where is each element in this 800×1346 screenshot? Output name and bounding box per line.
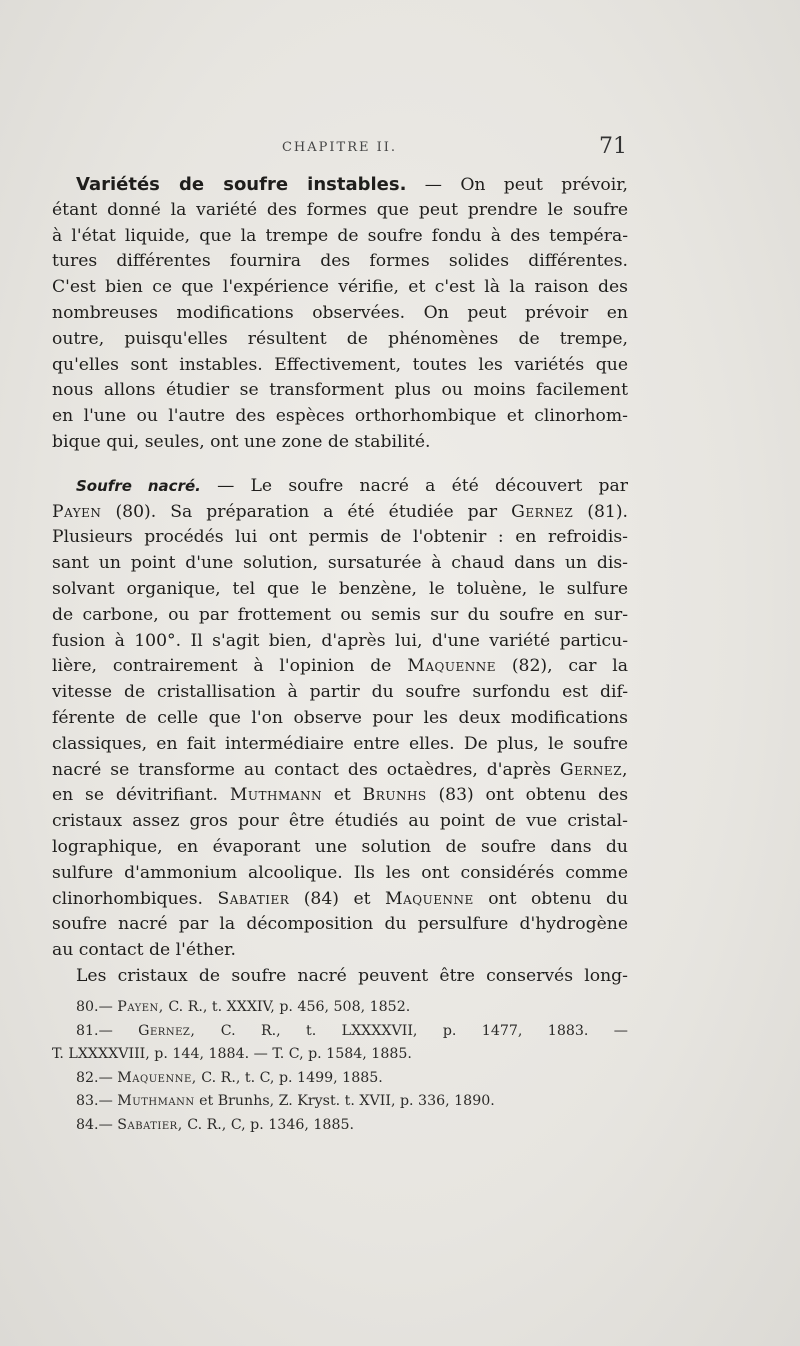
section1-first-line [52,172,628,198]
section2-first-line: Soufre nacré. — Le soufre nacré a été découvert par [76,475,628,496]
text-line: C'est bien ce que l'expérience vérifie, et c'est là la raison des [52,277,628,298]
text-line: solvant organique, tel que le benzène, le toluène, le sulfure [52,578,628,599]
text-line: qu'elles sont instables. Effectivement, toutes les variétés que [52,354,628,375]
section-heading-unstable-varieties: Variétés de soufre instables. [76,174,407,195]
author-name: Maquenne [407,656,497,677]
text-line: férente de celle que l'on observe pour les deux modifications [52,707,628,728]
footnote: 80.— Payen, C. R., t. XXXIV, p. 456, 508, 1852. [76,999,411,1015]
text-line: nombreuses modifications observées. On peut prévoir en [52,302,628,323]
author-name: Sabatier [217,888,290,909]
text-line: Les cristaux de soufre nacré peuvent être conservés long- [76,965,628,986]
author-name: Muthmann [229,785,322,806]
text-line: outre, puisqu'elles résultent de phénomènes de trempe, [52,328,628,349]
text-line: au contact de l'éther. [52,940,236,961]
text-line: Payen (80). Sa préparation a été étudiée par Gernez (81). [52,501,629,522]
footnote: 84.— Sabatier, C. R., C, p. 1346, 1885. [76,1116,355,1133]
footnote: 83.— Muthmann et Brunhs, Z. Kryst. t. XVII, p. 336, 1890. [76,1093,495,1110]
text-line: tures différentes fournira des formes solides différentes. [52,251,628,272]
text-line: étant donné la variété des formes que peut prendre le soufre [52,199,628,220]
author-name: Maquenne [384,888,474,909]
text-line: bique qui, seules, ont une zone de stabilité. [52,431,431,452]
section-heading-soufre-nacre: Soufre nacré. [76,476,201,495]
text-line: lière, contrairement à l'opinion de Maquenne (82), car la [52,656,629,677]
text-line: fusion à 100°. Il s'agit bien, d'après lui, d'une variété particu- [52,630,628,651]
text-line: vitesse de cristallisation à partir du soufre surfondu est dif- [52,682,628,703]
text-line: sulfure d'ammonium alcoolique. Ils les ont considérés comme [52,862,628,883]
text-line: Plusieurs procédés lui ont permis de l'obtenir : en refroidis- [52,527,628,548]
text-line: en l'une ou l'autre des espèces orthorhombique et clinorhom- [52,406,628,427]
author-name: Brunhs [362,785,427,806]
author-name: Gernez [511,501,574,522]
text-line: en se dévitrifiant. Muthmann et Brunhs (83) ont obtenu des [52,785,629,806]
page-number: 71 [599,134,627,159]
text-line: lographique, en évaporant une solution de soufre dans du [52,836,628,857]
text-line: clinorhombiques. Sabatier (84) et Maquenne ont obtenu du [52,888,629,909]
text-line: nous allons étudier se transforment plus ou moins facilement [52,380,628,401]
text-line: soufre nacré par la décomposition du persulfure d'hydrogène [52,914,628,935]
footnote: 82.— Maquenne, C. R., t. C, p. 1499, 1885. [76,1069,383,1086]
text-line: nacré se transforme au contact des octaèdres, d'après Gernez, [52,759,628,780]
text-line: classiques, en fait intermédiaire entre elles. De plus, le soufre [52,733,628,754]
footnote-continuation: T. LXXXXVIII, p. 144, 1884. — T. C, p. 1584, 1885. [52,1046,412,1063]
page-header [52,136,627,166]
author-name: Payen [52,501,102,522]
text-line: à l'état liquide, que la trempe de soufre fondu à des tempéra- [52,225,628,246]
footnote: 81.— Gernez, C. R., t. LXXXXVII, p. 1477, 1883. — [76,1022,628,1039]
text-line: sant un point d'une solution, sursaturée à chaud dans un dis- [52,553,628,574]
author-name: Gernez, [559,759,628,780]
text-line: de carbone, ou par frottement ou semis sur du soufre en sur- [52,604,628,625]
footnotes [52,996,628,1138]
text-line: cristaux assez gros pour être étudiés au point de vue cristal- [52,811,628,832]
running-head: CHAPITRE II. [281,140,398,155]
body-text [52,172,628,990]
text-line: — On peut prévoir, [424,175,629,195]
